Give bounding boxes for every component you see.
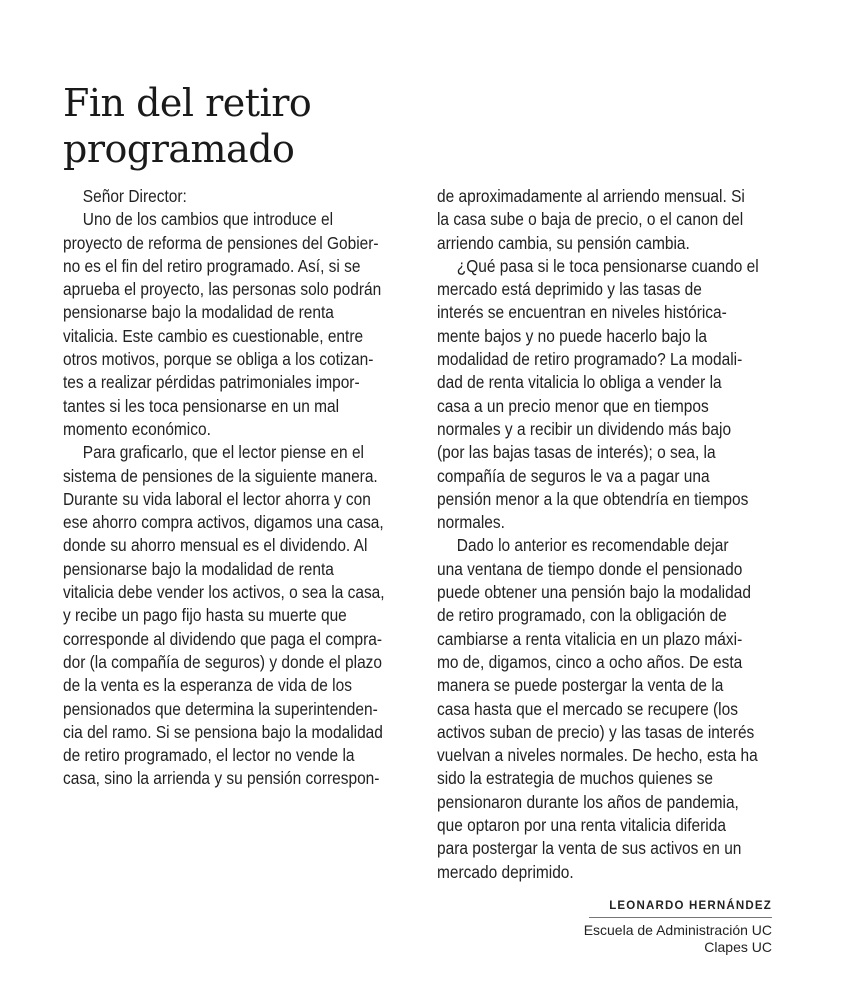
body-text-line: mercado deprimido.: [437, 861, 574, 882]
body-text-line: pensión menor a la que obtendría en tiempos: [437, 488, 749, 509]
body-text-line: aprueba el proyecto, las personas solo podrán: [63, 279, 382, 300]
body-text-line: de retiro programado, con la obligación de: [437, 605, 727, 626]
body-text-line: pensionaron durante los años de pandemia,: [437, 791, 739, 812]
body-text-line: ¿Qué pasa si le toca pensionarse cuando el: [456, 255, 759, 276]
body-text-line: proyecto de reforma de pensiones del Gobier-: [63, 232, 379, 253]
headline-line-1: Fin del retiro: [63, 81, 312, 125]
body-text-line: vitalicia debe vender los activos, o sea la casa,: [63, 582, 385, 603]
headline-line-2: programado: [63, 127, 295, 171]
body-text-line: vuelvan a niveles normales. De hecho, esta ha: [437, 745, 758, 766]
body-text-line: de la venta es la esperanza de vida de los: [63, 675, 352, 696]
body-text-line: de aproximadamente al arriendo mensual. Si: [437, 186, 745, 206]
body-text-line: la casa sube o baja de precio, o el canon del: [437, 209, 744, 230]
signature-block: [562, 897, 772, 956]
body-text-line: pensionarse bajo la modalidad de renta: [63, 558, 334, 579]
body-text-line: mercado está deprimido y las tasas de: [437, 279, 702, 300]
body-text-line: (por las bajas tasas de interés); o sea, la: [437, 442, 716, 463]
body-text-line: interés se encuentran en niveles histórica-: [437, 302, 727, 323]
body-text-line: vitalicia. Este cambio es cuestionable, entre: [63, 325, 364, 346]
body-text-line: manera se puede postergar la venta de la: [437, 675, 724, 696]
body-text-line: no es el fin del retiro programado. Así, si se: [63, 255, 361, 276]
body-text-line: tantes si les toca pensionarse en un mal: [63, 395, 340, 416]
body-column-left: [63, 185, 402, 791]
body-text-line: sistema de pensiones de la siguiente manera.: [63, 465, 378, 486]
author-affiliation: Clapes UC: [704, 939, 772, 955]
body-text-line: momento económico.: [63, 418, 211, 439]
body-text-line: que optaron por una renta vitalicia diferida: [437, 815, 726, 836]
body-text-line: casa hasta que el mercado se recupere (los: [437, 698, 738, 719]
body-text-line: Uno de los cambios que introduce el: [82, 209, 334, 230]
body-text-line: para postergar la venta de sus activos en un: [437, 838, 742, 859]
body-text-line: Durante su vida laboral el lector ahorra y con: [63, 488, 371, 509]
body-text-line: una ventana de tiempo donde el pensionado: [437, 558, 743, 579]
body-text-line: mente bajos y no puede hacerlo bajo la: [437, 325, 708, 346]
author-affiliation: Escuela de Administración UC: [583, 922, 772, 938]
body-text-line: Para graficarlo, que el lector piense en el: [82, 442, 364, 463]
body-text-line: y recibe un pago fijo hasta su muerte que: [63, 605, 347, 626]
body-text-line: pensionarse bajo la modalidad de renta: [63, 302, 334, 323]
body-text-line: normales y a recibir un dividendo más bajo: [437, 418, 732, 439]
author-name: LEONARDO HERNÁNDEZ: [609, 900, 772, 912]
body-text-line: Señor Director:: [82, 186, 187, 206]
body-text-line: ese ahorro compra activos, digamos una casa,: [63, 512, 384, 533]
signature-rule: [589, 917, 772, 918]
body-text-line: Dado lo anterior es recomendable dejar: [456, 535, 729, 556]
body-text-line: corresponde al dividendo que paga el compra-: [63, 628, 383, 649]
body-text-line: casa a un precio menor que en tiempos: [437, 395, 709, 416]
body-text-line: dor (la compañía de seguros) y donde el plazo: [63, 651, 383, 672]
body-text-line: activos suban de precio) y las tasas de interés: [437, 721, 755, 742]
body-text-line: dad de renta vitalicia lo obliga a vender la: [437, 372, 722, 393]
body-text-line: pensionados que determina la superintenden-: [63, 698, 378, 719]
body-text-line: otros motivos, porque se obliga a los cotizan-: [63, 349, 374, 370]
body-text-line: arriendo cambia, su pensión cambia.: [437, 232, 690, 253]
body-text-line: casa, sino la arrienda y su pensión correspon-: [63, 768, 380, 789]
body-text-line: tes a realizar pérdidas patrimoniales impor-: [63, 372, 360, 393]
body-text-line: cambiarse a renta vitalicia en un plazo máxi-: [437, 628, 743, 649]
body-text-line: cia del ramo. Si se pensiona bajo la modalidad: [63, 721, 383, 742]
body-text-line: modalidad de retiro programado? La modali-: [437, 349, 743, 370]
body-text-line: normales.: [437, 512, 505, 533]
body-text-line: compañía de seguros le va a pagar una: [437, 465, 710, 486]
body-text-line: de retiro programado, el lector no vende la: [63, 745, 355, 766]
body-column-right: [437, 185, 776, 884]
body-text-line: donde su ahorro mensual es el dividendo. Al: [63, 535, 368, 556]
body-text-line: sido la estrategia de muchos quienes se: [437, 768, 714, 789]
article-headline: [63, 80, 423, 172]
body-text-line: puede obtener una pensión bajo la modalidad: [437, 582, 751, 603]
body-text-line: mo de, digamos, cinco a ocho años. De esta: [437, 651, 743, 672]
